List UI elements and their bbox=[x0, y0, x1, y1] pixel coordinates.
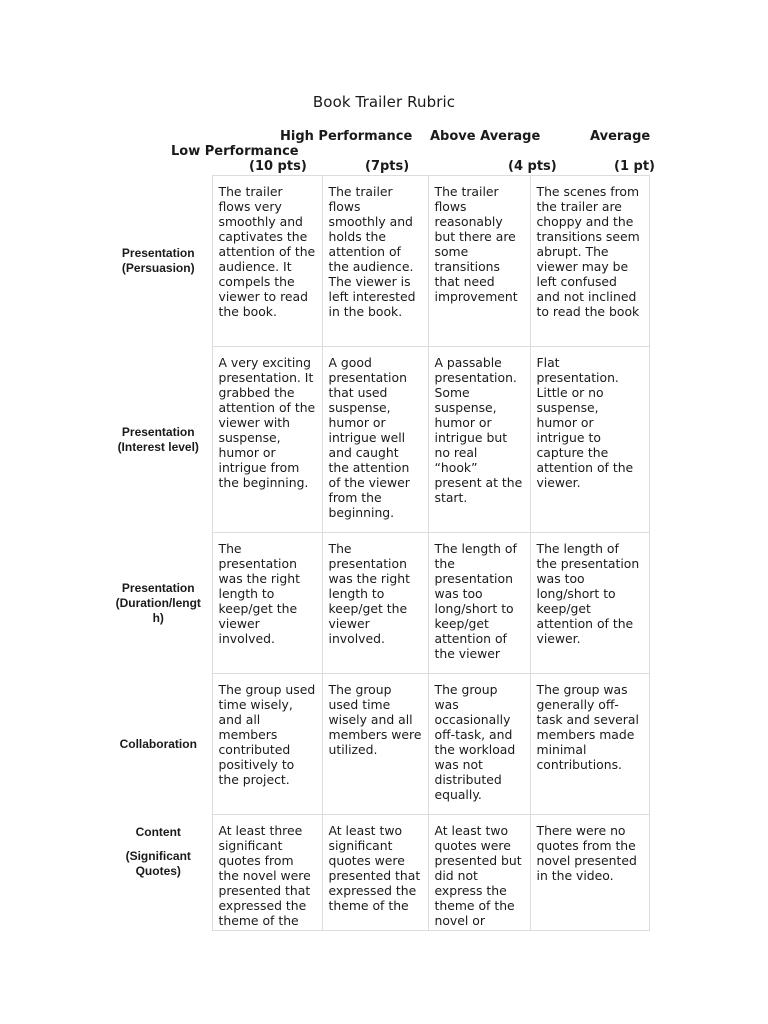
rubric-cell: The presentation was the right length to keep/get the viewer involved. bbox=[322, 533, 428, 674]
points-average: (4 pts) bbox=[508, 159, 557, 174]
points-above-average: (7pts) bbox=[365, 159, 410, 174]
row-label-line: h) bbox=[152, 610, 164, 625]
row-label-spacer bbox=[107, 840, 210, 849]
rubric-cell: The group used time wisely, and all members contributed positively to the project. bbox=[212, 674, 322, 815]
table-row bbox=[105, 176, 649, 347]
row-label-line: Presentation bbox=[121, 580, 195, 595]
rubric-cell: At least three significant quotes from the novel were presented that expressed the theme of the bbox=[212, 815, 322, 931]
rubric-cell: There were no quotes from the novel presented in the video. bbox=[530, 815, 649, 931]
row-label-content bbox=[105, 815, 212, 931]
row-label-line: Presentation bbox=[121, 424, 195, 439]
header-low-performance: Low Performance bbox=[171, 144, 299, 159]
rubric-cell: Flat presentation. Little or no suspense, humor or intrigue to capture the attention of the viewer. bbox=[530, 347, 649, 533]
rubric-cell: The trailer flows smoothly and holds the attention of the audience. The viewer is left interested in the book. bbox=[322, 176, 428, 347]
points-high-performance: (10 pts) bbox=[249, 159, 307, 174]
row-label-line: Quotes) bbox=[135, 863, 181, 878]
row-label-line: Presentation bbox=[121, 246, 195, 260]
row-label-line: (Duration/lengt bbox=[115, 595, 201, 610]
rubric-cell: The scenes from the trailer are choppy and the transitions seem abrupt. The viewer may be left confused and not inclined to read the book bbox=[530, 176, 649, 347]
table-row bbox=[105, 815, 649, 931]
table-row bbox=[105, 674, 649, 815]
table-row bbox=[105, 533, 649, 674]
header-average: Average bbox=[590, 129, 651, 144]
rubric-cell: At least two quotes were presented but did not express the theme of the novel or bbox=[428, 815, 530, 931]
row-label-line: Collaboration bbox=[119, 736, 197, 751]
rubric-cell: A very exciting presentation. It grabbed the attention of the viewer with suspense, humor or intrigue from the beginning. bbox=[212, 347, 322, 533]
rubric-cell: The length of the presentation was too long/short to keep/get attention of the viewer. bbox=[530, 533, 649, 674]
rubric-cell: The group was generally off-task and several members made minimal contributions. bbox=[530, 674, 649, 815]
row-label-duration bbox=[105, 533, 212, 674]
header-high-performance: High Performance bbox=[280, 129, 413, 144]
row-label-interest-level bbox=[105, 347, 212, 533]
row-label-persuasion bbox=[105, 176, 212, 347]
rubric-cell: The trailer flows reasonably but there are some transitions that need improvement bbox=[428, 176, 530, 347]
document-title: Book Trailer Rubric bbox=[312, 93, 456, 111]
rubric-table bbox=[105, 175, 650, 931]
rubric-cell: A good presentation that used suspense, humor or intrigue well and caught the attention of the viewer from the beginning. bbox=[322, 347, 428, 533]
header-above-average: Above Average bbox=[430, 129, 541, 144]
rubric-cell: The group was occasionally off-task, and the workload was not distributed equally. bbox=[428, 674, 530, 815]
table-row bbox=[105, 347, 649, 533]
rubric-cell: The length of the presentation was too long/short to keep/get attention of the viewer bbox=[428, 533, 530, 674]
rubric-cell: The presentation was the right length to keep/get the viewer involved. bbox=[212, 533, 322, 674]
row-label-line: Content bbox=[135, 824, 181, 839]
rubric-cell: A passable presentation. Some suspense, humor or intrigue but no real “hook” present at the start. bbox=[428, 347, 530, 533]
rubric-cell: The trailer flows very smoothly and captivates the attention of the audience. It compels the viewer to read the book. bbox=[212, 176, 322, 347]
rubric-cell: At least two significant quotes were presented that expressed the theme of the bbox=[322, 815, 428, 931]
points-low-performance: (1 pt) bbox=[614, 159, 655, 174]
rubric-cell: The group used time wisely and all members were utilized. bbox=[322, 674, 428, 815]
row-label-line: (Significant bbox=[125, 848, 191, 863]
row-label-collaboration bbox=[105, 674, 212, 815]
row-label-line: (Interest level) bbox=[117, 439, 199, 454]
row-label-line: (Persuasion) bbox=[121, 261, 195, 275]
